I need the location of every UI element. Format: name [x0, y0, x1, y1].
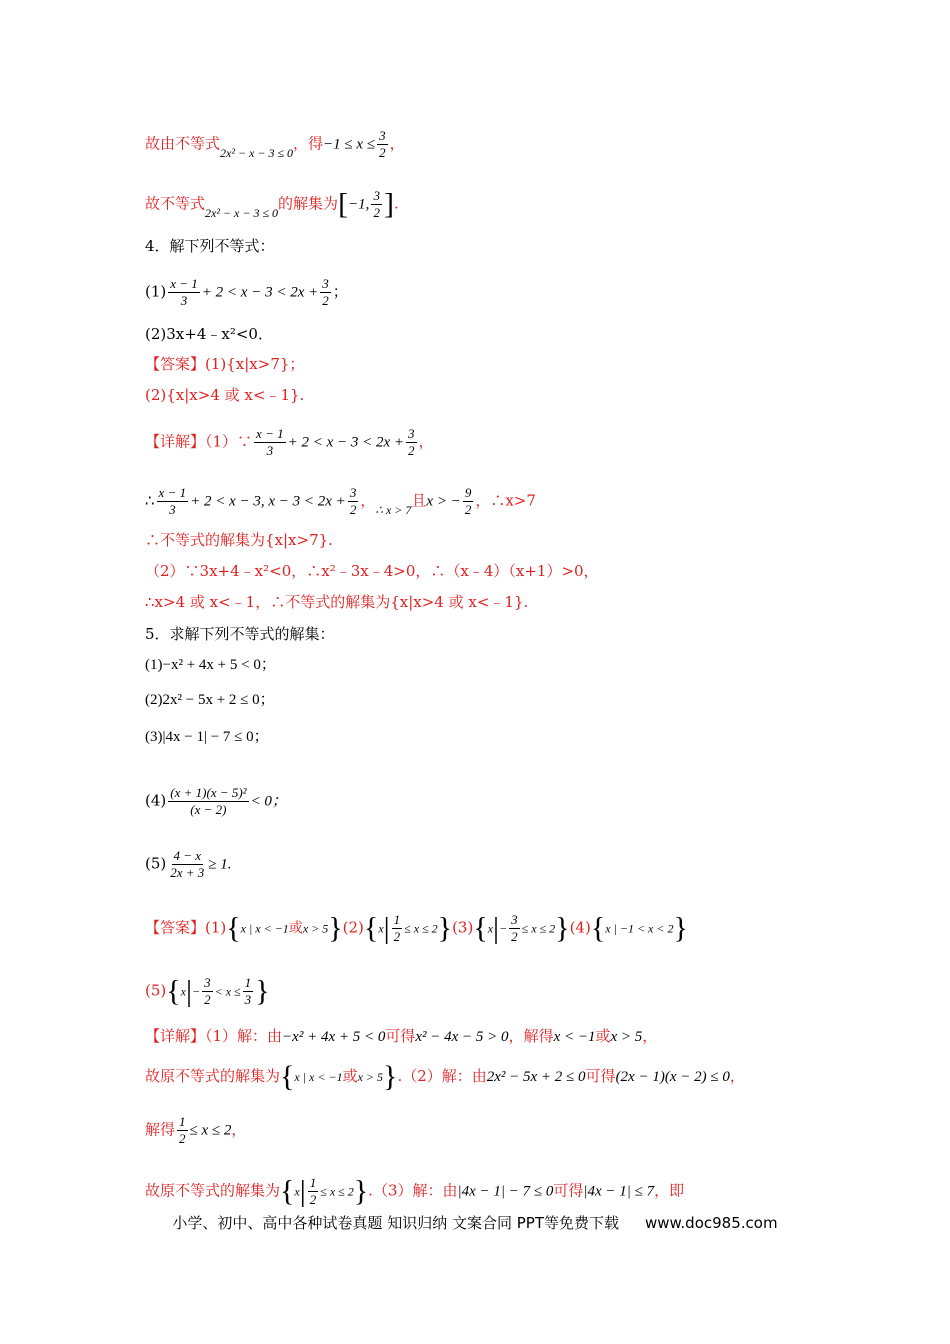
text: ，得	[293, 134, 324, 153]
fraction: $\frac{x - 1}{3}$	[256, 426, 284, 458]
math-inequality: 2x² − x − 3 ≤ 0	[220, 145, 294, 160]
question-4-part-2: (2)3x+4﹣x²<0．	[145, 325, 273, 343]
detail-5-line-2: 故原不等式的解集为{x | x < −1或x > 5}.（2）解：由2x² − 5x + 2 ≤ 0可得(2x − 1)(x − 2) ≤ 0，	[145, 1060, 745, 1093]
fraction: $\frac{3}{2}$	[379, 128, 386, 160]
question-5-title: 5．求解下列不等式的解集：	[145, 625, 335, 643]
fraction: $\frac{3}{2}$	[322, 276, 329, 308]
fraction: $\frac{3}{2}$	[373, 188, 380, 220]
math: −1,	[348, 196, 370, 213]
detail-4-line-2: ∴ $\frac{x - 1}{3}$ + 2 < x − 3, x − 3 < 2x + $\frac{3}{2}$ ，$_{\therefore x > 7}$且x > − $\frac{9}{2}$ ，∴x>7	[145, 485, 536, 517]
page-footer	[0, 1212, 950, 1233]
answer-4-line-1: 【答案】(1){x|x>7}；	[145, 355, 305, 373]
fraction: $\frac{3}{2}$	[408, 426, 415, 458]
answer-5-line-1: 【答案】(1){x | x < −1或x > 5}(2){x| $\frac{1}{2}$ ≤ x ≤ 2}(3){x|− $\frac{3}{2}$ ≤ x ≤ 2}(4){x | −1 < x < 2}	[145, 911, 688, 945]
math-inequality: 2x² − x − 3 ≤ 0	[205, 205, 279, 220]
footer-url[interactable]: www.doc985.com	[644, 1214, 778, 1232]
fraction: $\frac{9}{2}$	[464, 485, 472, 517]
question-4-title: 4．解下列不等式：	[145, 237, 275, 255]
fraction: $\frac{x - 1}{3}$	[158, 485, 187, 517]
detail-4-line-5: ∴x>4 或 x<﹣1，∴不等式的解集为{x|x>4 或 x<﹣1}.	[145, 593, 529, 611]
detail-4-line-3: ∴不等式的解集为{x|x>7}.	[145, 531, 333, 549]
detail-4-line-1: 【详解】（1）∵ $\frac{x - 1}{3}$ + 2 < x − 3 < 2x + $\frac{3}{2}$ ，	[145, 426, 434, 458]
answer-5-line-2: (5){x|− $\frac{3}{2}$ < x ≤ $\frac{1}{3}$ }	[145, 974, 270, 1008]
text: 故由不等式	[145, 134, 221, 153]
math-range: −1 ≤ x ≤	[323, 136, 376, 153]
detail-5-line-3: 解得 $\frac{1}{2}$ ≤ x ≤ 2，	[145, 1114, 247, 1146]
solution-line-1	[145, 128, 405, 161]
question-5-part-1: (1)−x² + 4x + 5 < 0；	[145, 657, 276, 673]
fraction: $\frac{4 - x}{2x + 3}$	[170, 848, 205, 880]
text: .	[393, 194, 399, 213]
fraction: $\frac{\text{(x + 1)(x − 5)²}}{(x - 2)}$	[170, 785, 247, 817]
text: ，	[389, 134, 405, 153]
question-5-part-5: (5) $\frac{4 - x}{2x + 3}$ ≥ 1.	[145, 848, 232, 880]
bracket: ]	[383, 187, 394, 221]
text: 故不等式	[145, 194, 206, 213]
bracket: [	[338, 187, 349, 221]
detail-4-line-4: （2）∵3x+4﹣x²<0，∴x²﹣3x﹣4>0，∴（x﹣4）（x+1）>0，	[145, 562, 599, 580]
solution-line-2	[145, 188, 399, 221]
footer-text: 小学、初中、高中各种试卷真题 知识归纳 文案合同 PPT等免费下载	[172, 1214, 619, 1232]
question-5-part-4: (4) $\frac{\text{(x + 1)(x − 5)²}}{(x - 2)}$ < 0；	[145, 785, 287, 817]
text: 的解集为	[278, 194, 339, 213]
detail-5-line-4: 故原不等式的解集为{x| $\frac{1}{2}$ ≤ x ≤ 2}.（3）解：由|4x − 1| − 7 ≤ 0可得|4x − 1| ≤ 7，即	[145, 1174, 685, 1208]
question-5-part-2: (2)2x² − 5x + 2 ≤ 0；	[145, 692, 275, 708]
question-4-part-1: (1) $\frac{x - 1}{3}$ + 2 < x − 3 < 2x + $\frac{3}{2}$ ；	[145, 276, 348, 308]
fraction: $\frac{3}{2}$	[349, 485, 357, 517]
fraction: $\frac{x - 1}{3}$	[170, 276, 198, 308]
answer-4-line-2: (2){x|x>4 或 x<﹣1}.	[145, 386, 305, 404]
detail-5-line-1: 【详解】（1）解：由−x² + 4x + 5 < 0可得x² − 4x − 5 > 0，解得x < −1或x > 5，	[145, 1027, 658, 1045]
question-5-part-3: (3)|4x − 1| − 7 ≤ 0；	[145, 729, 269, 745]
